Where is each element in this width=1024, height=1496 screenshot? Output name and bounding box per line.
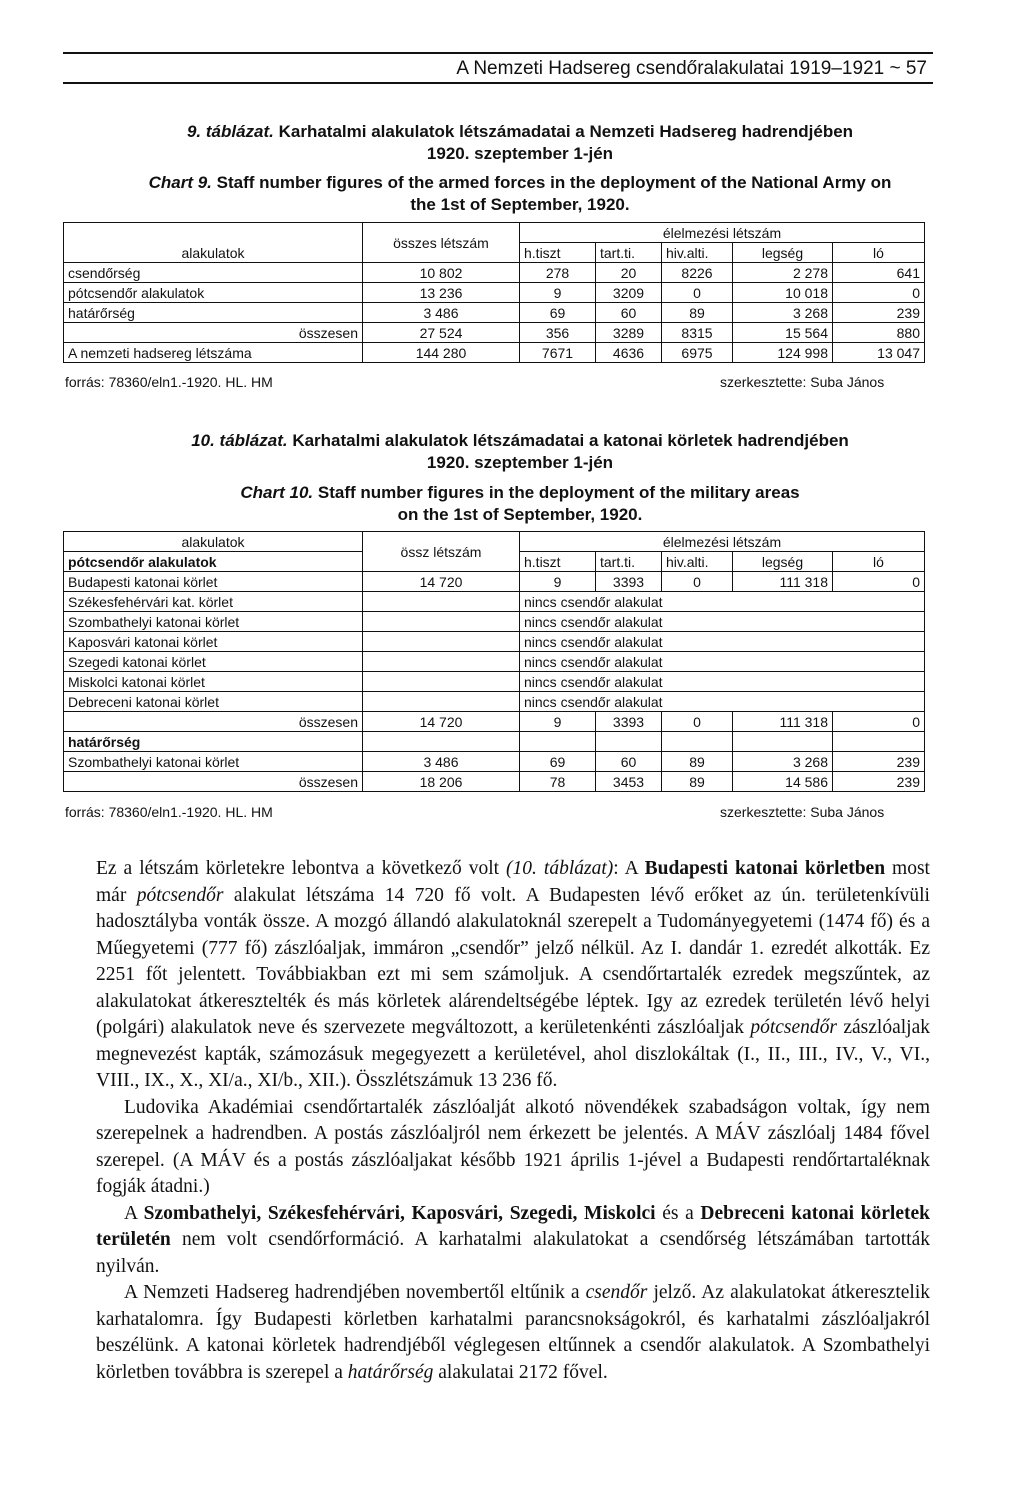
table10-caption-en [115, 482, 925, 526]
table10-subhead: ló [833, 552, 925, 572]
table9-source: forrás: 78360/eln1.-1920. HL. HM [65, 374, 273, 390]
paragraph-2: Ludovika Akadémiai csendőrtartalék zászlóalját alkotó növendékek szabadságon voltak, így nem szerepelnek a hadrendben. A postás zászlóaljról nem érkezett be jelentés. A MÁV zászlóalj 1484 fővel szerepel. (A MÁV és a postás zászlóaljakat később 1921 április 1-jével a Budapesti rendőrtartaléknak fogják átadni.) [96, 1096, 930, 1197]
paragraph-1: Ez a létszám körletekre lebontva a következő volt (10. táblázat): A Budapesti katonai körletben most már pótcsendőr alakulat létszáma 14 720 fő volt. A Budapesten lévő erőket az ún. területenkívüli hadosztályba vonták össze. A mozgó állandó alakulatoknál szerepelt a Tudományegyetemi (1474 fő) és a Műegyetemi (777 fő) zászlóaljak, immáron „csendőr” jelző nélkül. Az I. dandár 1. ezredét alkották. Ez 2251 főt jelentett. Továbbiakban ezt mi sem számoljuk. A csendőrtartalék ezredek megszűntek, az alakulatokat átkeresztelték és más körletek alárendeltségébe léptek. Igy az ezredek területén lévő helyi (polgári) alakulatok neve és szervezete megváltozott, a kerületenkénti zászlóaljak pótcsendőr zászlóaljak megnevezést kapták, számozásuk megegyezett a kerületével, ahol diszlokáltak (I., II., III., IV., V., VI., VIII., IX., X., XI/a., XI/b., XII.). Összlétszámuk 13 236 fő. [96, 858, 930, 1091]
table9-label-hu: 9. táblázat. [186, 122, 274, 141]
table-row: Miskolci katonai körlet nincs csendőr alakulat [64, 672, 925, 692]
table10-subhead: legség [733, 552, 833, 572]
table9-head-group: élelmezési létszám [520, 223, 925, 243]
running-header [63, 52, 933, 84]
table10-subhead: tart.ti. [596, 552, 662, 572]
table9-caption-hu [115, 121, 925, 165]
table9-head-units: alakulatok [64, 223, 363, 263]
table-row: Szegedi katonai körlet nincs csendőr alakulat [64, 652, 925, 672]
table10-label-hu: 10. táblázat. [191, 431, 288, 450]
table9-title-hu: Karhatalmi alakulatok létszámadatai a Nemzeti Hadsereg hadrendjében [278, 122, 854, 141]
table10-section-potcsendor: pótcsendőr alakulatok [64, 552, 363, 572]
table10-subhead: hiv.alti. [662, 552, 733, 572]
table9-editor: szerkesztette: Suba János [720, 374, 885, 390]
table-row: Szombathelyi katonai körlet nincs csendőr alakulat [64, 612, 925, 632]
table-row-total: összesen 18 206 78 3453 89 14 586 239 [64, 772, 925, 792]
none-cell: nincs csendőr alakulat [520, 592, 925, 612]
table-row-total: összesen 27 524 356 3289 8315 15 564 880 [64, 323, 925, 343]
table10-subhead: h.tiszt [520, 552, 596, 572]
table10-source: forrás: 78360/eln1.-1920. HL. HM [65, 804, 273, 820]
table10-head-units: alakulatok [64, 532, 363, 552]
table-row: Kaposvári katonai körlet nincs csendőr alakulat [64, 632, 925, 652]
table10-title-hu: Karhatalmi alakulatok létszámadatai a katonai körletek hadrendjében [292, 431, 849, 450]
table9-subhead: hiv.alti. [662, 243, 733, 263]
none-cell: nincs csendőr alakulat [520, 652, 925, 672]
table9-subhead: tart.ti. [596, 243, 662, 263]
table-row: Szombathelyi katonai körlet 3 486 69 60 89 3 268 239 [64, 752, 925, 772]
table10-title-en: Staff number figures in the deployment of the military areas [317, 483, 800, 502]
none-cell: nincs csendőr alakulat [520, 692, 925, 712]
paragraph-4: A Nemzeti Hadsereg hadrendjében novembertől eltűnik a csendőr jelző. Az alakulatokat átkeresztelik karhatalomra. Így Budapesti körletben karhatalmi parancsnokságokról, és karhatalmi zászlóaljakról beszélünk. A katonai körletek hadrendjéből véglegesen eltűnnek a csendőr alakulatok. A Szombathelyi körletben továbbra is szerepel a határőrség alakulatai 2172 fővel. [96, 1282, 930, 1383]
body-text [96, 856, 930, 1386]
none-cell: nincs csendőr alakulat [520, 612, 925, 632]
header-rule-bottom [63, 82, 933, 84]
table-row: Székesfehérvári kat. körlet nincs csendőr alakulat [64, 592, 925, 612]
table9-subhead: ló [833, 243, 925, 263]
table10-date-hu: 1920. szeptember 1-jén [426, 453, 614, 472]
table-row: határőrség 3 486 69 60 89 3 268 239 [64, 303, 925, 323]
table10-editor: szerkesztette: Suba János [720, 804, 885, 820]
table-row-total: összesen 14 720 9 3393 0 111 318 0 [64, 712, 925, 732]
table9-head-total: összes létszám [363, 223, 520, 263]
table-row: Budapesti katonai körlet 14 720 9 3393 0 111 318 0 [64, 572, 925, 592]
table10-head-total: össz létszám [363, 532, 520, 572]
table9-date-en: the 1st of September, 1920. [410, 195, 630, 214]
table10-caption-hu [115, 430, 925, 474]
table9-label-en: Chart 9. [148, 173, 212, 192]
table9-caption-en [115, 172, 925, 216]
table9-title-en: Staff number figures of the armed forces in the deployment of the National Army on [216, 173, 892, 192]
table-row: Debreceni katonai körlet nincs csendőr alakulat [64, 692, 925, 712]
table10-label-en: Chart 10. [240, 483, 314, 502]
table-row: pótcsendőr alakulatok 13 236 9 3209 0 10 018 0 [64, 283, 925, 303]
none-cell: nincs csendőr alakulat [520, 632, 925, 652]
table10-head-group: élelmezési létszám [520, 532, 925, 552]
table10 [63, 531, 925, 792]
table10-section-hataror: határőrség [64, 732, 363, 752]
table9-date-hu: 1920. szeptember 1-jén [426, 144, 614, 163]
header-title: A Nemzeti Hadsereg csendőralakulatai 1919–1921 ~ 57 [456, 58, 927, 79]
table-row: A nemzeti hadsereg létszáma 144 280 7671 4636 6975 124 998 13 047 [64, 343, 925, 363]
none-cell: nincs csendőr alakulat [520, 672, 925, 692]
table9-subhead: h.tiszt [520, 243, 596, 263]
table9-subhead: legség [733, 243, 833, 263]
paragraph-3: A Szombathelyi, Székesfehérvári, Kaposvári, Szegedi, Miskolci és a Debreceni katonai körletek területén nem volt csendőrformáció. A karhatalmi alakulatokat a csendőrség létszámában tartották nyilván. [96, 1202, 931, 1277]
table9 [63, 222, 925, 363]
table-row: csendőrség 10 802 278 20 8226 2 278 641 [64, 263, 925, 283]
table10-date-en: on the 1st of September, 1920. [397, 505, 643, 524]
